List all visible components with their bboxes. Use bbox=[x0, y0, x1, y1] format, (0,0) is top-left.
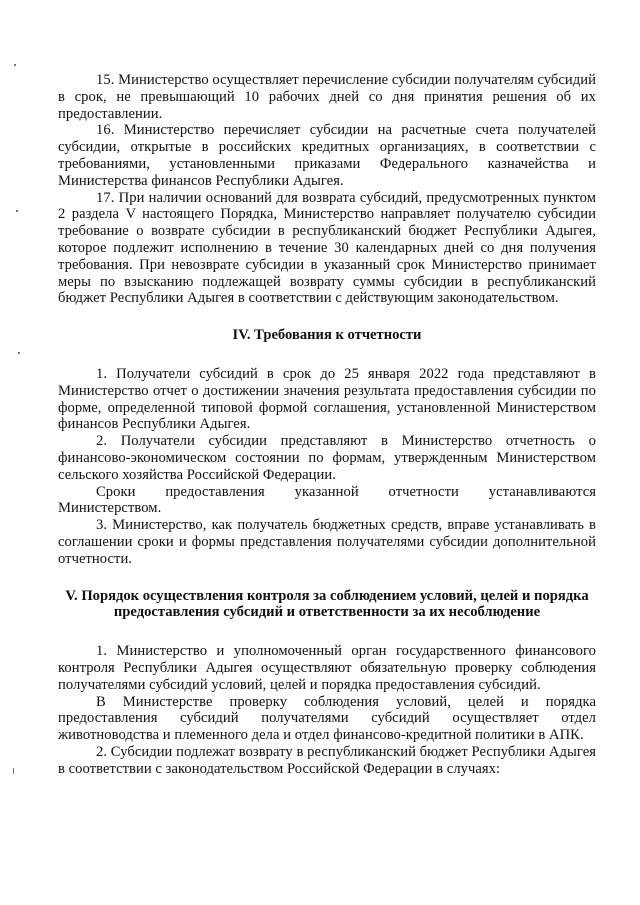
section-iv-paragraph-3: 3. Министерство, как получатель бюджетных средств, вправе устанавливать в соглашении сроки и формы представления получателями субсидии дополнительной отчетности. bbox=[58, 517, 596, 567]
section-v-heading: V. Порядок осуществления контроля за соблюдением условий, целей и порядка предоставления субсидий и ответственности за их несоблюдение bbox=[65, 587, 589, 621]
section-iv-paragraph-2: 2. Получатели субсидии представляют в Министерство отчетность о финансово-экономическом состоянии по формам, утвержденным Министерством сельского хозяйства Российской Федерации. bbox=[58, 433, 596, 483]
scan-speck bbox=[18, 352, 20, 354]
scan-speck bbox=[13, 768, 14, 774]
section-v-paragraph-2: 2. Субсидии подлежат возврату в республиканский бюджет Республики Адыгея в соответствии с законодательством Российской Федерации в случаях: bbox=[58, 743, 596, 777]
paragraph-16: 16. Министерство перечисляет субсидии на расчетные счета получателей субсидии, открытые в российских кредитных организациях, в соответствии с требованиями, установленными приказами Федерального казначейства и Министерства финансов Республики Адыгея. bbox=[58, 122, 596, 189]
scan-speck bbox=[14, 64, 16, 66]
section-iv-heading: IV. Требования к отчетности bbox=[232, 327, 422, 344]
paragraph-17: 17. При наличии оснований для возврата субсидий, предусмотренных пунктом 2 раздела V настоящего Порядка, Министерство направляет получателю субсидии требование о возврате субсидии в республиканский бюджет Республики Адыгея, которое подлежит исполнению в течение 30 календарных дней со дня получения требования. При невозврате субсидии в указанный срок Министерство принимает меры по взысканию подлежащей возврату суммы субсидии в республиканский бюджет Республики Адыгея в соответствии с действующим законодательством. bbox=[58, 189, 596, 307]
section-iv-paragraph-1: 1. Получатели субсидий в срок до 25 января 2022 года представляют в Министерство отчет о достижении значения результата предоставления субсидии по форме, определенной типовой формой соглашения, установленной Министерством финансов Республики Адыгея. bbox=[58, 365, 596, 433]
paragraph-15: 15. Министерство осуществляет перечисление субсидии получателям субсидий в срок, не превышающий 10 рабочих дней со дня принятия решения об их предоставлении. bbox=[58, 72, 596, 122]
section-iv-paragraph-2-terms: Сроки предоставления указанной отчетности устанавливаются Министерством. bbox=[58, 483, 596, 517]
section-v-paragraph-1: 1. Министерство и уполномоченный орган государственного финансового контроля Республики Адыгея осуществляют обязательную проверку соблюдения получателями субсидий условий, целей и порядка предоставления субсидий. bbox=[58, 643, 596, 693]
scan-speck bbox=[16, 210, 18, 212]
section-v-paragraph-1-departments: В Министерстве проверку соблюдения условий, целей и порядка предоставления субсидий получателями субсидий осуществляет отдел животноводства и племенного дела и отдел финансово-кредитной политики в АПК. bbox=[58, 693, 596, 744]
